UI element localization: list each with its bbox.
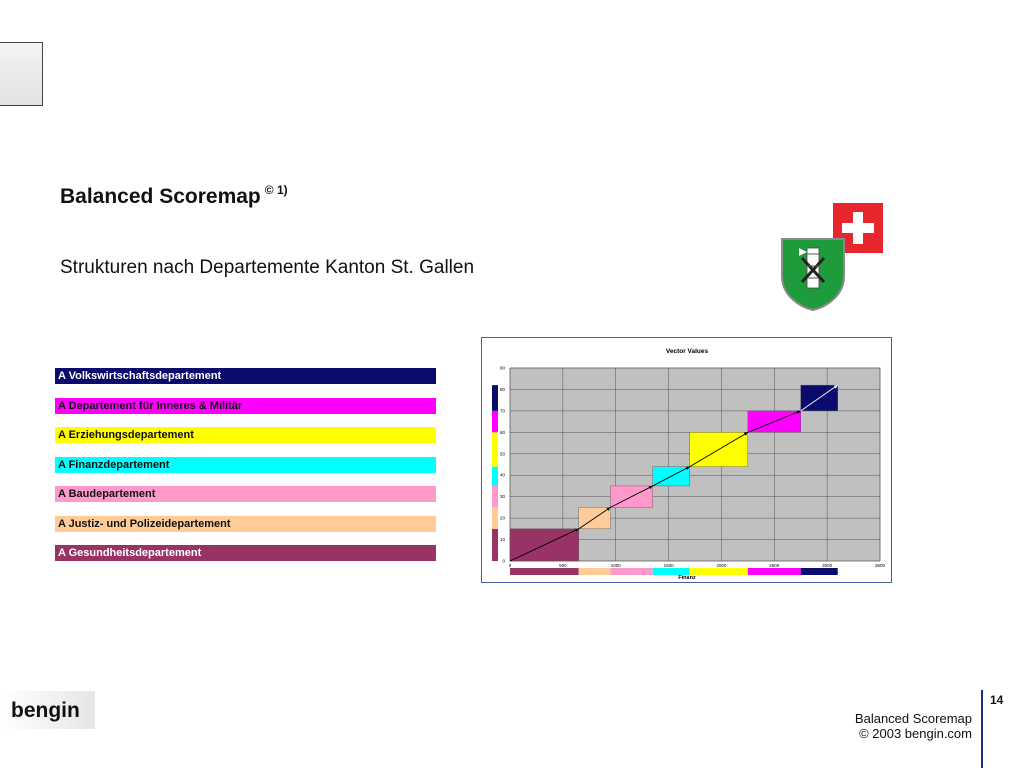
legend-item: A Gesundheitsdepartement	[55, 545, 436, 561]
y-tick-label: 30	[499, 494, 505, 500]
x-tick-label: 1000	[610, 563, 621, 568]
footer	[855, 711, 972, 741]
y-tick-label: 0	[502, 558, 505, 564]
y-tick-label: 60	[499, 429, 505, 435]
footer-title: Balanced Scoremap	[854, 711, 972, 726]
department-legend	[55, 368, 436, 575]
page-number: 14	[990, 693, 1004, 707]
legend-item: A Finanzdepartement	[55, 457, 436, 473]
y-axis-strip	[492, 507, 498, 528]
x-tick-label: 1500	[663, 563, 674, 568]
chart-xlabel: Finanz	[678, 575, 696, 581]
legend-item: A Baudepartement	[55, 486, 436, 502]
y-tick-label: 20	[499, 515, 505, 521]
x-tick-label: 3000	[822, 563, 833, 568]
footer-copyright: © 2003 bengin.com	[859, 726, 972, 741]
copyright-note: © 1)	[264, 183, 288, 197]
y-axis-strip	[492, 411, 498, 432]
y-axis-strip	[492, 432, 498, 466]
corner-frame	[0, 42, 43, 106]
y-tick-label: 70	[499, 408, 505, 414]
slide-title	[60, 183, 288, 209]
legend-item: A Volkswirtschaftsdepartement	[55, 368, 436, 384]
x-axis-strip	[653, 568, 690, 575]
y-tick-label: 90	[499, 365, 505, 371]
slide-subtitle: Strukturen nach Departemente Kanton St. Gallen	[60, 257, 475, 278]
x-axis-strip	[579, 568, 611, 575]
y-tick-label: 40	[499, 472, 505, 478]
y-axis-strip	[492, 385, 498, 411]
x-tick-label: 3500	[874, 563, 886, 568]
x-axis-strip	[610, 568, 652, 575]
x-axis-strip	[748, 568, 801, 575]
x-tick-label: 0	[508, 563, 512, 568]
y-tick-label: 10	[499, 537, 505, 543]
x-tick-label: 2500	[769, 563, 780, 568]
x-axis-strip	[510, 568, 579, 575]
x-axis-strip	[690, 568, 748, 575]
legend-item: A Justiz- und Polizeidepartement	[55, 516, 436, 532]
y-tick-label: 50	[499, 451, 505, 457]
vector-values-chart	[481, 337, 892, 583]
x-axis-strip	[801, 568, 838, 575]
y-tick-label: 80	[499, 386, 505, 392]
slide-title-text: Balanced Scoremap	[60, 185, 261, 208]
chart-title: Vector Values	[665, 348, 709, 355]
y-axis-strip	[492, 467, 498, 486]
legend-item: A Departement für Inneres & Militär	[55, 398, 436, 414]
bengin-logo: bengin	[11, 699, 80, 722]
chart-svg	[482, 338, 891, 582]
st-gallen-coat-of-arms-icon	[780, 236, 846, 312]
footer-divider	[981, 690, 983, 768]
y-axis-strip	[492, 529, 498, 561]
x-tick-label: 500	[559, 563, 567, 568]
x-tick-label: 2000	[716, 563, 727, 568]
legend-item: A Erziehungsdepartement	[55, 427, 436, 443]
y-axis-strip	[492, 486, 498, 507]
